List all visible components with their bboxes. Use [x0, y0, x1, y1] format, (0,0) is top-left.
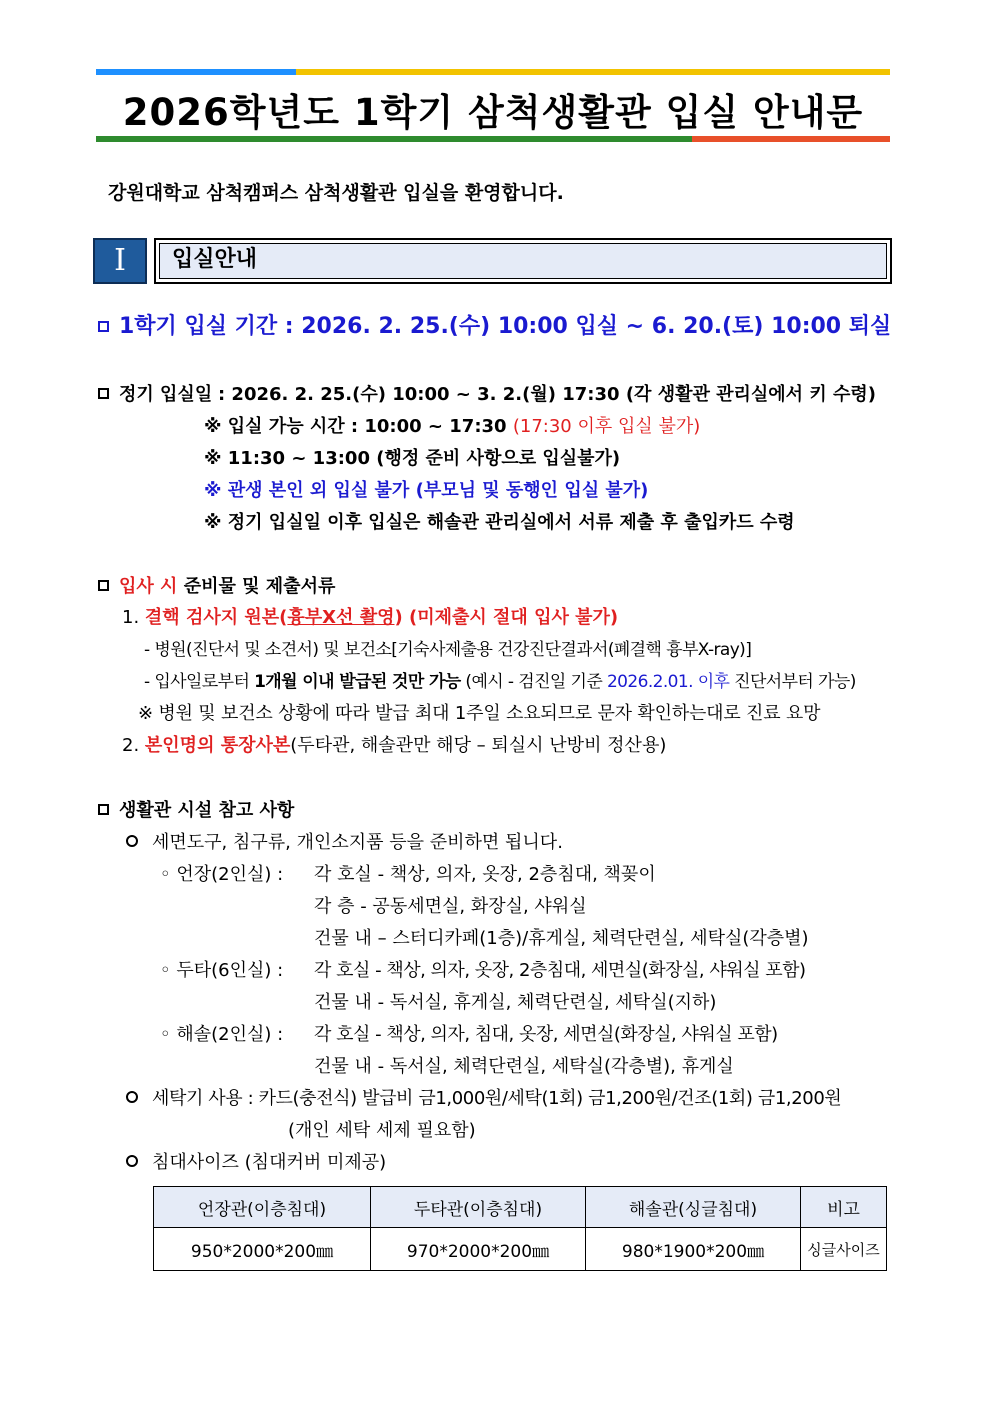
regular-line	[98, 380, 876, 406]
table-cell: 980*1900*200㎜	[586, 1228, 801, 1271]
facility-bullet-3	[126, 1148, 386, 1174]
section-number: I	[93, 238, 147, 284]
bed-size-table	[153, 1186, 887, 1271]
regular-note-4: ※ 정기 입실일 이후 입실은 해솔관 관리실에서 서류 제출 후 출입카드 수령	[204, 512, 795, 533]
hall-line: 각 호실 - 책상, 의자, 옷장, 2층침대, 책꽂이	[314, 864, 656, 885]
checkbox-bullet-icon	[98, 321, 109, 332]
circle-bullet-icon	[126, 1155, 138, 1167]
item1-underline: 흉부X선 촬영	[287, 607, 395, 628]
facility-bullet-1	[126, 828, 563, 854]
table-cell: 970*2000*200㎜	[371, 1228, 586, 1271]
item-number: 2.	[122, 735, 145, 756]
hall-line: 각 호실 - 책상, 의자, 옷장, 2층침대, 세면실(화장실, 샤워실 포함)	[314, 960, 806, 981]
title-bottom-bar-green	[96, 136, 692, 142]
table-header-cell: 두타관(이층침대)	[371, 1187, 586, 1228]
prep-item-2	[122, 731, 666, 757]
facility-heading	[98, 796, 294, 822]
table-header-cell: 해솔관(싱글침대)	[586, 1187, 801, 1228]
hall-name: ◦ 해솔(2인실) :	[160, 1024, 284, 1045]
regular-value: : 2026. 2. 25.(수) 10:00 ~ 3. 2.(월) 17:30 (각 생활관 관리실에서 키 수령)	[217, 384, 876, 405]
section-title: 입실안내	[159, 243, 887, 279]
item2-red: 본인명의 통장사본	[144, 735, 291, 756]
title-top-bar-blue	[96, 69, 296, 75]
note1-red: (17:30 이후 입실 불가)	[512, 416, 701, 437]
facility-bullet-2	[126, 1084, 841, 1110]
facility-head-text: 생활관 시설 참고 사항	[119, 800, 295, 821]
checkbox-bullet-icon	[98, 580, 109, 591]
table-header-row	[154, 1187, 887, 1228]
table-header-cell: 비고	[801, 1187, 887, 1228]
item1-rest: (미제출시 절대 입사 불가)	[402, 607, 619, 628]
page-title: 2026학년도 1학기 삼척생활관 입실 안내문	[122, 91, 864, 134]
checkbox-bullet-icon	[98, 388, 109, 399]
hall-line: 각 호실 - 책상, 의자, 침대, 옷장, 세면실(화장실, 샤워실 포함)	[314, 1024, 778, 1045]
facility-b2-text: 세탁기 사용 : 카드(충전식) 발급비 금1,000원/세탁(1회) 금1,200원/건조(1회) 금1,200원	[152, 1088, 842, 1109]
prep-heading	[98, 572, 335, 598]
prep-head-red: 입사 시	[119, 576, 178, 597]
table-header-cell: 언장관(이층침대)	[154, 1187, 371, 1228]
checkbox-bullet-icon	[98, 804, 109, 815]
welcome-text: 강원대학교 삼척캠퍼스 삼척생활관 입실을 환영합니다.	[108, 182, 564, 204]
sub2-b: 1개월 이내 발급된 것만 가능	[254, 672, 461, 692]
prep-sub-2	[144, 667, 856, 692]
sub2-e: 진단서부터 가능)	[729, 672, 856, 692]
regular-note-3: ※ 관생 본인 외 입실 불가 (부모님 및 동행인 입실 불가)	[204, 480, 649, 501]
hall-line: 각 층 - 공동세면실, 화장실, 샤워실	[314, 896, 587, 917]
table-row	[154, 1228, 887, 1271]
facility-b2-continued: (개인 세탁 세제 필요함)	[288, 1120, 476, 1141]
sub2-a: - 입사일로부터	[144, 672, 255, 692]
prep-head-rest: 준비물 및 제출서류	[177, 576, 336, 597]
facility-b1-text: 세면도구, 침구류, 개인소지품 등을 준비하면 됩니다.	[152, 832, 563, 853]
title-bottom-bar-red	[692, 136, 890, 142]
item1-red: 결핵 검사지 원본(	[144, 607, 288, 628]
sub2-d: 2026.2.01. 이후	[606, 672, 730, 692]
hall-line: 건물 내 - 독서실, 휴게실, 체력단련실, 세탁실(지하)	[314, 992, 717, 1013]
hall-name: ◦ 언장(2인실) :	[160, 864, 284, 885]
section-title-box	[154, 238, 892, 284]
table-cell: 950*2000*200㎜	[154, 1228, 371, 1271]
note1-main: ※ 입실 가능 시간 : 10:00 ~ 17:30	[204, 416, 513, 437]
hall-line: 건물 내 – 스터디카페(1층)/휴게실, 체력단련실, 세탁실(각층별)	[314, 928, 809, 949]
item2-rest: (두타관, 해솔관만 해당 – 퇴실시 난방비 정산용)	[290, 735, 667, 756]
prep-sub-3: ※ 병원 및 보건소 상황에 따라 발급 최대 1주일 소요되므로 문자 확인하는대로 진료 요망	[138, 703, 821, 724]
title-top-bar-yellow	[296, 69, 890, 75]
period-line	[98, 309, 891, 340]
prep-item-1	[122, 603, 618, 629]
item1-red-close: )	[394, 607, 403, 628]
sub2-c: (예시 - 검진일 기준	[460, 672, 607, 692]
table-cell: 싱글사이즈	[801, 1228, 887, 1271]
circle-bullet-icon	[126, 835, 138, 847]
regular-label: 정기 입실일	[119, 384, 213, 405]
item-number: 1.	[122, 607, 145, 628]
regular-note-2: ※ 11:30 ~ 13:00 (행정 준비 사항으로 입실불가)	[204, 448, 621, 469]
prep-sub-1: - 병원(진단서 및 소견서) 및 보건소[기숙사제출용 건강진단결과서(폐결핵 흉부X-ray)]	[144, 640, 752, 660]
facility-b3-text: 침대사이즈 (침대커버 미제공)	[152, 1152, 387, 1173]
hall-line: 건물 내 - 독서실, 체력단련실, 세탁실(각층별), 휴게실	[314, 1056, 734, 1077]
period-text: 1학기 입실 기간 : 2026. 2. 25.(수) 10:00 입실 ~ 6. 20.(토) 10:00 퇴실	[119, 314, 892, 339]
circle-bullet-icon	[126, 1091, 138, 1103]
regular-note-1	[204, 412, 700, 438]
hall-name: ◦ 두타(6인실) :	[160, 960, 284, 981]
